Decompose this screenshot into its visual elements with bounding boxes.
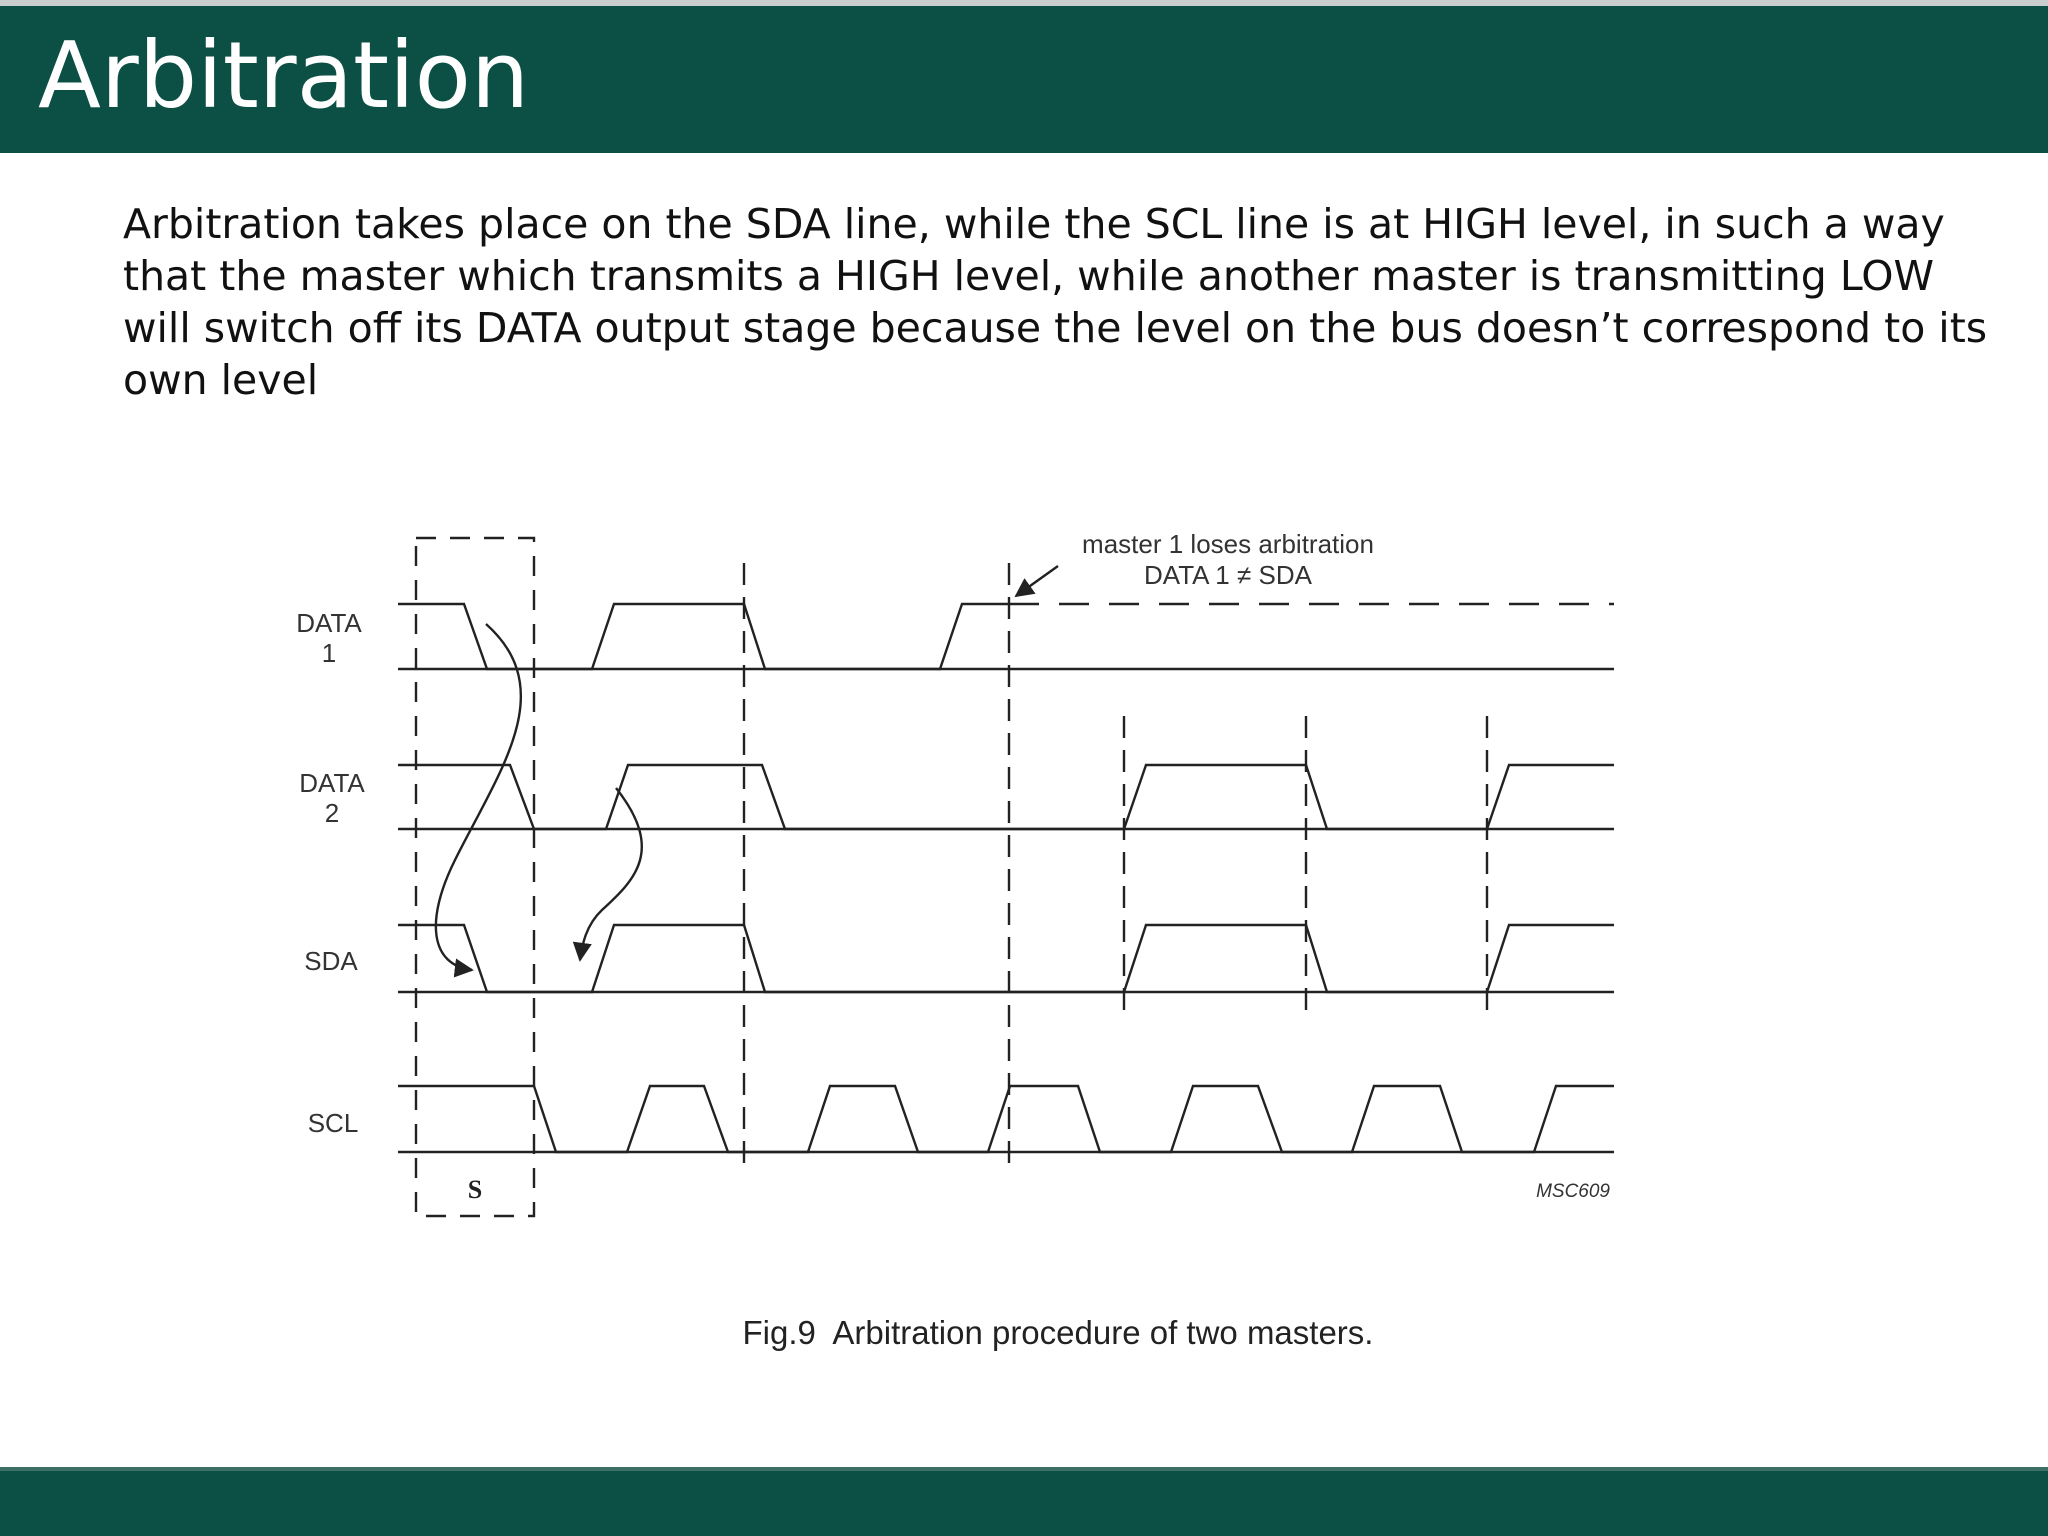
data1-to-sda-arrow [436,624,521,970]
data2-label-line2: 2 [324,798,340,828]
sda-label: SDA [304,946,358,976]
data2-label-line1: DATA [299,768,365,798]
scl-waveform [398,1086,1614,1152]
start-label: S [467,1175,483,1204]
start-condition-box [416,538,534,1216]
data1-label-line1: DATA [296,608,362,638]
data1-waveform [398,604,1009,669]
slide-body-text: Arbitration takes place on the SDA line, while the SCL line is at HIGH level, in such a way that the master which transmits a HIGH level, while another master is transmitting LOW will switch off its DATA output stage because the level on the bus doesn’t correspond to its own level [123,200,1988,404]
annotation-line1: master 1 loses arbitration [1082,529,1374,559]
data2-waveform [398,765,1614,829]
scl-label: SCL [307,1108,359,1138]
diagram-code: MSC609 [1536,1181,1610,1202]
slide-title: Arbitration [38,22,530,129]
annotation-arrow [1016,566,1058,596]
slide-footer [0,1467,2048,1536]
annotation-line2: DATA 1 ≠ SDA [1144,560,1312,590]
footer-rule [0,1467,2048,1471]
data1-label-line2: 1 [321,638,337,668]
figure-caption: Fig.9 Arbitration procedure of two masters. [742,1314,1374,1351]
